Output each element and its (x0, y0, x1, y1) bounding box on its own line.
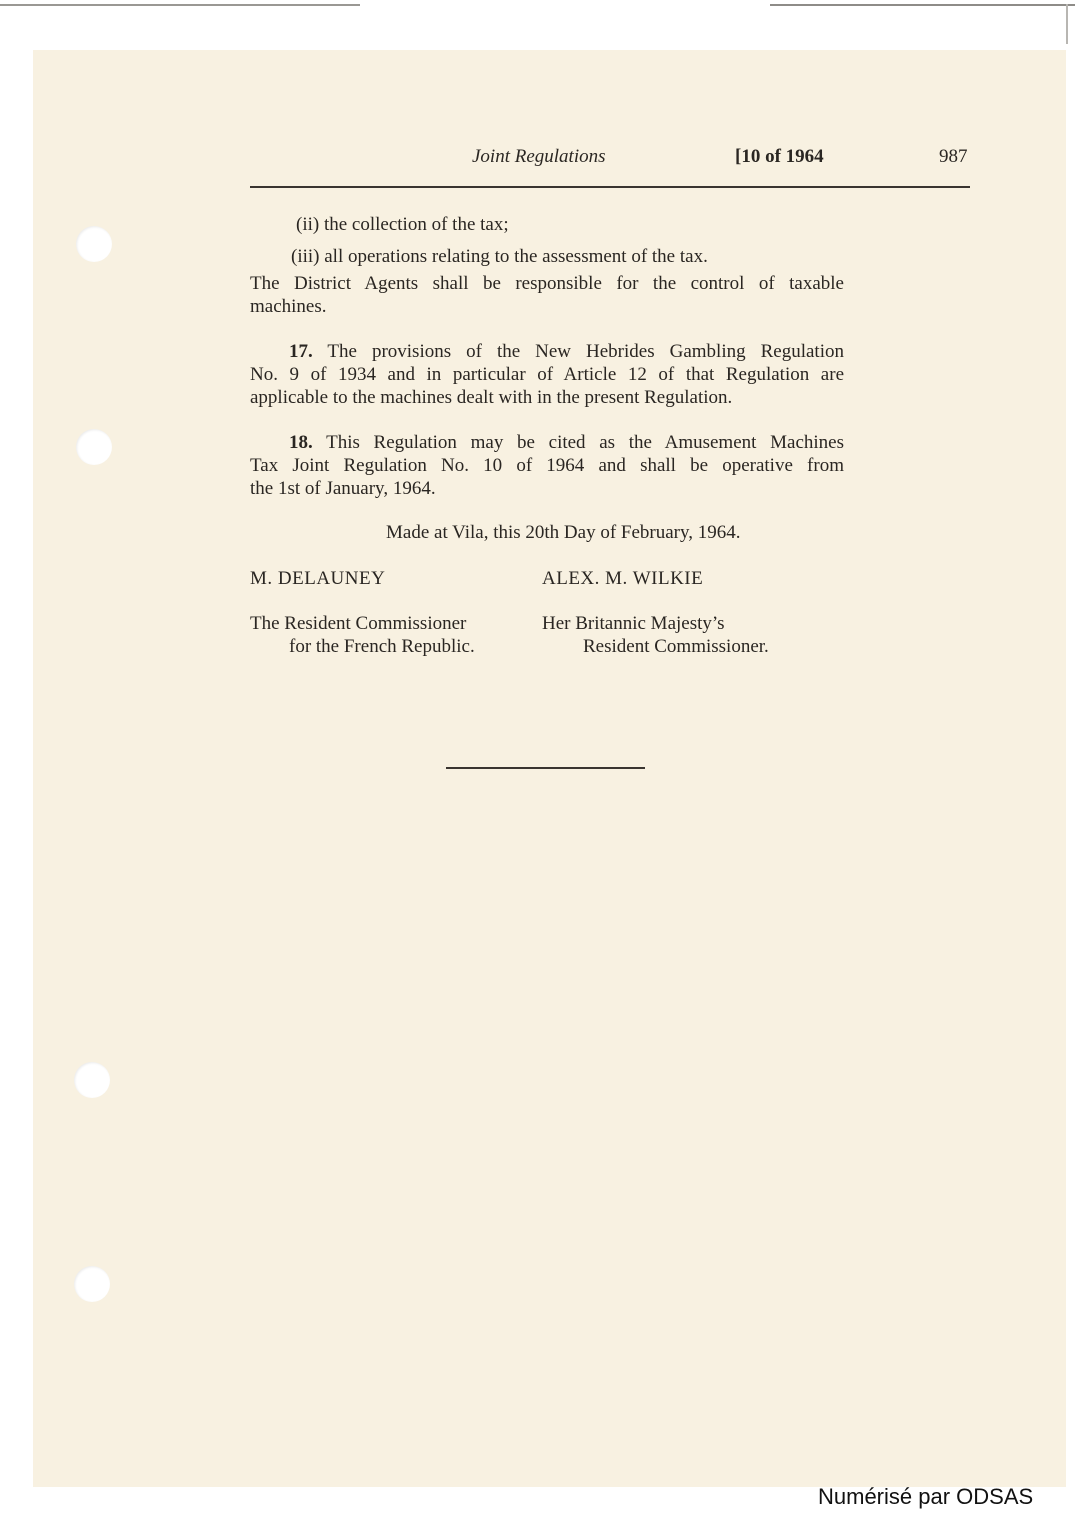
signatory-right-name: ALEX. M. WILKIE (542, 568, 704, 589)
signatory-left-title: for the French Republic. (289, 636, 475, 657)
punch-hole (76, 429, 112, 465)
scan-edge-top-left (0, 4, 360, 6)
signatory-left-name: M. DELAUNEY (250, 568, 386, 589)
scan-edge-top-right (770, 4, 1075, 6)
punch-hole (74, 1266, 110, 1302)
punch-hole (76, 226, 112, 262)
running-header-title: Joint Regulations (472, 146, 606, 167)
list-item-ii: (ii) the collection of the tax; (296, 214, 509, 235)
running-header-reference: [10 of 1964 (735, 146, 824, 167)
article-17-number: 17. (289, 341, 313, 362)
signatory-left-title: The Resident Commissioner (250, 613, 467, 634)
closing-rule (446, 767, 645, 769)
article-17-line: No. 9 of 1934 and in particular of Article 12 of that Regulation are (250, 364, 844, 385)
punch-hole (74, 1062, 110, 1098)
list-item-iii: (iii) all operations relating to the assessment of the tax. (291, 246, 708, 267)
digitization-watermark: Numérisé par ODSAS (818, 1484, 1034, 1509)
made-at-line: Made at Vila, this 20th Day of February, 1964. (386, 522, 741, 543)
header-rule (250, 186, 970, 188)
district-agents-line: machines. (250, 296, 327, 317)
page-number: 987 (939, 146, 968, 167)
article-18-line: the 1st of January, 1964. (250, 478, 436, 499)
article-17-line: applicable to the machines dealt with in the present Regulation. (250, 387, 733, 408)
article-18-number: 18. (289, 432, 313, 453)
article-17-line: 17. The provisions of the New Hebrides Gambling Regulation (289, 341, 844, 362)
signatory-right-title: Resident Commissioner. (583, 636, 769, 657)
article-18-line: Tax Joint Regulation No. 10 of 1964 and shall be operative from (250, 455, 844, 476)
scan-edge-right (1066, 4, 1068, 44)
signatory-right-title: Her Britannic Majesty’s (542, 613, 725, 634)
article-18-line: 18. This Regulation may be cited as the Amusement Machines (289, 432, 844, 453)
district-agents-line: The District Agents shall be responsible for the control of taxable (250, 273, 844, 294)
